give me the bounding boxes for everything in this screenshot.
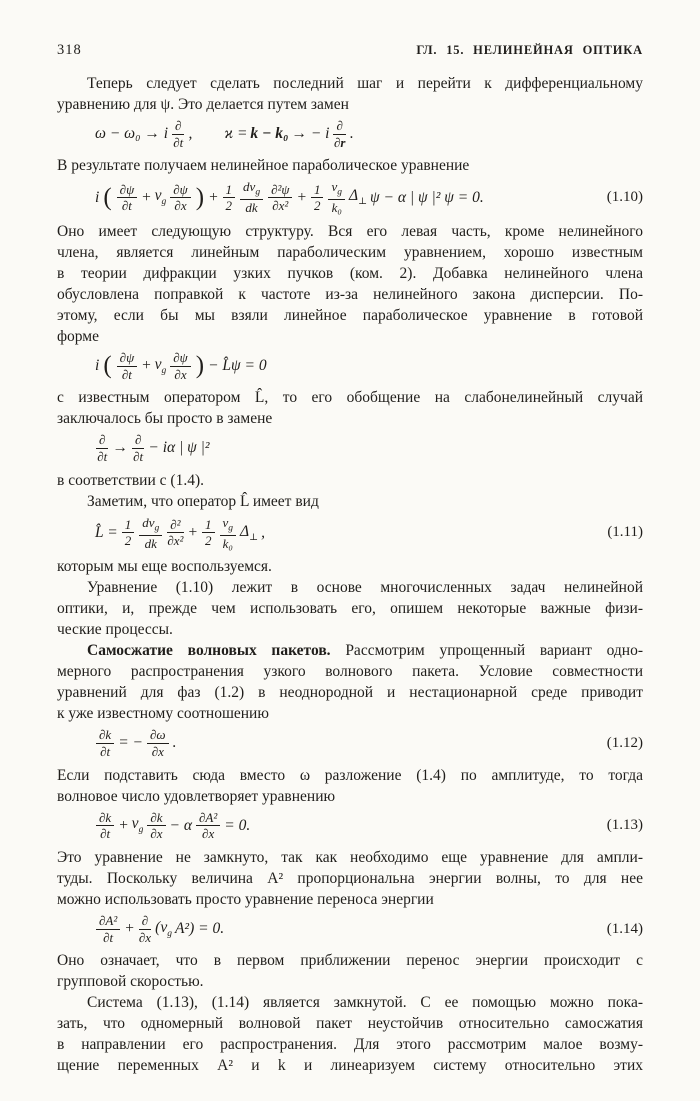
equation-number: (1.13): [606, 817, 643, 834]
equation-operator-substitution: [57, 433, 643, 463]
text-line: Это уравнение не замкнуто, так как необходимо еще уравнение для ампли-: [57, 848, 643, 866]
fraction: ∂ ∂t: [133, 432, 144, 464]
math-token: .: [349, 125, 354, 143]
math-token: →: [112, 439, 128, 457]
chapter-running-title: ГЛ. 15. НЕЛИНЕЙНАЯ ОПТИКА: [416, 43, 643, 57]
math-token: +: [141, 357, 152, 375]
text-line: Заметим, что оператор L̂ имеет вид: [87, 492, 319, 510]
text-line: форме: [57, 328, 99, 346]
fraction: $\frac{1}{2}$: [202, 518, 215, 548]
text-span: Рассмотрим упрощенный вариант одно-: [345, 642, 643, 660]
text-line: волновое число удовлетворяет уравнению: [57, 787, 336, 805]
math-token: $v_g$: [154, 187, 167, 208]
text-line: к уже известному соотношению: [57, 705, 269, 723]
math-token-vector: r: [340, 134, 346, 150]
left-paren: (: [103, 352, 112, 380]
math-token: $v_g$: [154, 355, 167, 376]
right-paren: ): [195, 183, 205, 211]
fraction: $v_g$ k₀: [220, 516, 237, 551]
math-token: ϰ =: [224, 125, 248, 143]
paragraph: [57, 387, 643, 429]
text-line: оптики, и, прежде чем использовать его, опишем некоторые важные физи-: [57, 600, 643, 618]
math-token: → − i: [291, 125, 330, 143]
math-token: ∂t: [173, 134, 184, 150]
fraction: ∂ψ ∂x: [170, 351, 191, 381]
fraction: $\frac{1}{2}$: [223, 183, 236, 213]
equation-1-14: [57, 914, 643, 944]
paragraph-final: [57, 992, 643, 1076]
fraction: ∂k ∂t: [96, 811, 114, 841]
math-token: i: [95, 188, 100, 206]
paragraph: [57, 221, 643, 347]
fraction: $\frac{\text{∂A²}}{\partial x}$: [196, 811, 220, 841]
text-line: уравнений для фаз (1.2) в неоднородной и нестационарной среде приводит: [57, 684, 643, 702]
math-token: ∂: [172, 119, 184, 135]
equation-number: (1.10): [606, 189, 643, 206]
equation-1-10: [57, 180, 643, 215]
page-number: 318: [57, 42, 82, 58]
math-token: .: [172, 734, 177, 752]
text-line: заключалось бы просто в замене: [57, 410, 273, 428]
text-line: в теории дифракции узких пучков (ком. 2). Добавка нелинейного члена: [57, 265, 643, 283]
equation-omega-kappa-substitution: [57, 119, 643, 149]
fraction: $\frac{1}{2}$: [311, 183, 324, 213]
math-token: = 0.: [224, 816, 251, 834]
paragraph-self-compression: [57, 640, 643, 724]
math-token-vector: k − k₀: [250, 125, 289, 143]
run-in-heading: Самосжатие волновых пакетов.: [87, 642, 331, 660]
text-line: члена, является линейным параболическим уравнением, хорошо известным: [57, 244, 643, 262]
text-line: в соответствии с (1.4).: [57, 471, 204, 489]
text-line: ческие процессы.: [57, 621, 173, 639]
equation-number: (1.12): [606, 734, 643, 751]
math-token: A²) = 0.: [174, 920, 225, 938]
math-token: ψ − α | ψ |² ψ = 0.: [370, 188, 484, 206]
math-token: $\Delta_\perp$: [240, 522, 259, 543]
math-token: $\Delta_\perp$: [348, 187, 368, 208]
fraction: $\frac{1}{2}$: [122, 518, 135, 548]
equation-number: (1.14): [606, 920, 643, 937]
math-token: ,: [188, 125, 193, 143]
text-line: мерного распространения узкого волнового пакета. Условие совместности: [57, 663, 643, 681]
text-line: которым мы еще воспользуемся.: [57, 558, 272, 576]
math-token: +: [296, 188, 307, 206]
math-token: $v_g$: [131, 815, 144, 836]
page-header: [57, 42, 643, 59]
math-token: +: [187, 523, 199, 541]
text-line: щение переменных A² и k и линеаризуем систему относительно этих: [57, 1057, 643, 1075]
math-token: L̂ =: [95, 523, 118, 541]
math-token: +: [141, 188, 152, 206]
paragraph: [57, 765, 643, 807]
text-line: Теперь следует сделать последний шаг и перейти к дифференциальному: [87, 75, 643, 92]
fraction: ∂k ∂x: [147, 811, 165, 841]
right-paren: ): [195, 352, 205, 380]
fraction: ∂ψ ∂t: [117, 183, 138, 213]
fraction: ∂²ψ ∂x²: [268, 183, 292, 213]
math-token: ($v_g$: [155, 918, 172, 939]
fraction: [172, 119, 184, 149]
text-line: Система (1.13), (1.14) является замкнутой. С ее помощью можно пока-: [87, 994, 643, 1012]
math-token: i: [95, 357, 100, 375]
paragraph-intro: [57, 73, 643, 115]
text-line: зать, что одномерный волновой пакет неустойчив относительно самосжатия: [57, 1015, 643, 1033]
text-line: В результате получаем нелинейное параболическое уравнение: [57, 157, 470, 175]
math-token: − iα | ψ |²: [148, 439, 210, 457]
fraction: ∂A² ∂t: [96, 914, 120, 944]
math-token: +: [208, 188, 219, 206]
paragraph: [57, 470, 643, 512]
fraction: $\frac{\partial\omega}{\partial x}$: [147, 728, 169, 758]
text-line: Оно означает, что в первом приближении перенос энергии происходит с: [57, 952, 643, 970]
text-line: этому, если бы мы взяли линейное параболическое уравнение в готовой: [57, 307, 643, 325]
math-token: +: [124, 920, 135, 938]
paragraph: [57, 556, 643, 640]
text-line: Оно имеет следующую структуру. Вся его левая часть, кроме нелинейного: [57, 223, 643, 241]
text-line: уравнению для ψ. Это делается путем замен: [57, 96, 349, 113]
paragraph: [57, 847, 643, 910]
equation-1-11: [57, 516, 643, 551]
fraction: [333, 119, 345, 149]
equation-number: (1.11): [607, 524, 643, 541]
math-token: ∂: [333, 119, 345, 135]
fraction: $dv_g$ dk: [139, 516, 162, 551]
text-line: туды. Поскольку величина A² пропорциональна энергии волны, то для нее: [57, 869, 643, 887]
text-line: [57, 640, 643, 661]
math-token: = −: [118, 734, 143, 752]
fraction: $\frac{\partial k}{\partial t}$: [96, 728, 114, 758]
math-token: − L̂ψ = 0: [208, 357, 267, 375]
text-line: можно использовать просто уравнение переноса энергии: [57, 890, 434, 908]
fraction: $v_g$ k₀: [328, 180, 345, 215]
equation-linear-parabolic: [57, 351, 643, 381]
equation-1-13: [57, 811, 643, 841]
math-token: − α: [169, 816, 192, 834]
fraction: ∂ ∂t: [97, 432, 108, 464]
text-line: Уравнение (1.10) лежит в основе многочисленных задач нелинейной: [87, 579, 643, 597]
text-line: обусловлена поправкой к частоте из-за нелинейного закона дисперсии. По-: [57, 286, 643, 304]
fraction: ∂ψ ∂x: [170, 183, 191, 213]
paragraph: [57, 950, 643, 992]
text-line: групповой скоростью.: [57, 973, 204, 991]
math-token: +: [118, 816, 129, 834]
fraction: $dv_g$ dk: [240, 180, 263, 215]
fraction: ∂ ∂x: [138, 912, 152, 945]
math-token: ω − ω₀ → i: [95, 125, 169, 143]
paragraph: [57, 155, 643, 176]
equation-1-12: [57, 728, 643, 758]
text-line: в направлении его распространения. Для этого рассмотрим малое возму-: [57, 1036, 643, 1054]
fraction: ∂ψ ∂t: [117, 351, 138, 381]
fraction: ∂² ∂x²: [167, 516, 184, 549]
text-line: Если подставить сюда вместо ω разложение (1.4) по амплитуде, то тогда: [57, 766, 643, 784]
text-line: с известным оператором L̂, то его обобщение на слабонелинейный случай: [57, 389, 643, 407]
math-token: ,: [261, 523, 265, 541]
left-paren: (: [103, 183, 112, 211]
math-token: ∂: [333, 134, 341, 150]
